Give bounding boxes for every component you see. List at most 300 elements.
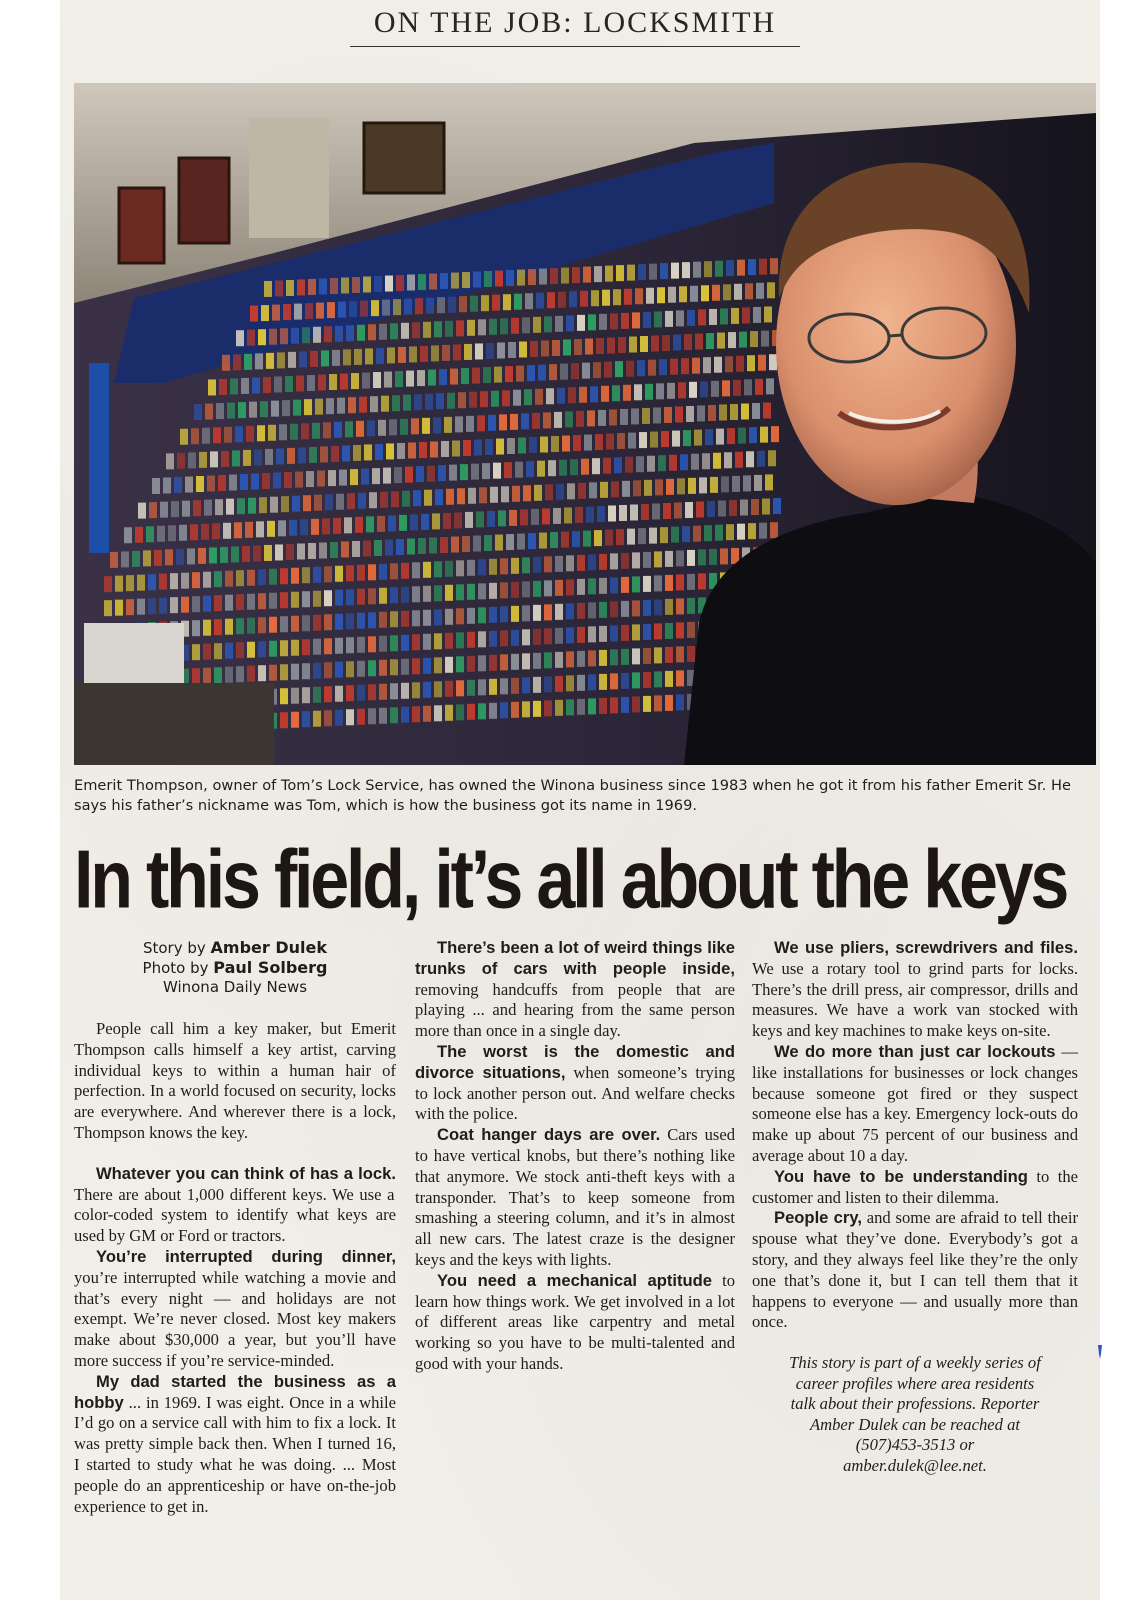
key-tag	[711, 381, 719, 397]
key-tag	[104, 600, 112, 616]
key-tag	[258, 329, 266, 345]
key-tag	[632, 552, 640, 568]
key-tag	[704, 525, 712, 541]
key-tag	[537, 461, 545, 477]
key-tag	[181, 573, 189, 589]
quote-lead: There’s been a lot of weird things like trunks of cars with people inside,	[415, 938, 735, 978]
photo-door-edge	[89, 363, 109, 553]
key-tag	[369, 492, 377, 508]
key-tag	[422, 418, 430, 434]
key-tag	[540, 437, 548, 453]
key-tag	[697, 405, 705, 421]
key-tag	[335, 590, 343, 606]
key-tag	[317, 471, 325, 487]
key-tag	[180, 429, 188, 445]
key-tag	[678, 382, 686, 398]
key-tag	[291, 712, 299, 728]
key-tag	[698, 309, 706, 325]
key-tag	[191, 428, 199, 444]
key-tag	[377, 516, 385, 532]
key-tag	[726, 260, 734, 276]
key-tag	[252, 377, 260, 393]
key-tag	[497, 342, 505, 358]
key-tag	[258, 665, 266, 681]
key-tag	[264, 545, 272, 561]
key-tag	[401, 611, 409, 627]
key-tag	[266, 353, 274, 369]
key-tag	[432, 513, 440, 529]
key-tag	[148, 598, 156, 614]
key-tag	[302, 567, 310, 583]
key-tag	[241, 378, 249, 394]
quote-paragraph	[752, 1208, 1078, 1333]
key-tag	[634, 384, 642, 400]
key-tag	[237, 498, 245, 514]
key-tag	[588, 674, 596, 690]
key-tag	[163, 477, 171, 493]
key-tag	[602, 290, 610, 306]
key-tag	[682, 262, 690, 278]
key-tag	[600, 482, 608, 498]
key-tag	[725, 356, 733, 372]
key-tag	[741, 403, 749, 419]
key-tag	[115, 576, 123, 592]
key-tag	[247, 330, 255, 346]
key-tag	[551, 436, 559, 452]
key-tag	[687, 550, 695, 566]
key-tag	[627, 529, 635, 545]
key-tag	[643, 696, 651, 712]
key-tag	[523, 485, 531, 501]
key-tag	[322, 518, 330, 534]
key-tag	[185, 477, 193, 493]
key-tag	[218, 475, 226, 491]
key-tag	[332, 350, 340, 366]
key-tag	[676, 646, 684, 662]
key-tag	[412, 322, 420, 338]
key-tag	[246, 426, 254, 442]
key-tag	[313, 711, 321, 727]
key-tag	[466, 416, 474, 432]
key-tag	[368, 636, 376, 652]
key-tag	[357, 685, 365, 701]
key-tag	[352, 277, 360, 293]
key-tag	[599, 674, 607, 690]
key-tag	[324, 686, 332, 702]
key-tag	[379, 324, 387, 340]
key-tag	[154, 550, 162, 566]
key-tag	[478, 655, 486, 671]
key-tag	[478, 559, 486, 575]
key-tag	[757, 451, 765, 467]
key-tag	[462, 536, 470, 552]
key-tag	[548, 460, 556, 476]
key-tag	[528, 533, 536, 549]
quote-text: you’re interrupted while watching a movie and that’s every night — and holidays are not exempt. We’re never closed. Most key makers make about $30,000 a year, but you’ll have more success if you’re service-minded.	[74, 1267, 396, 1370]
key-tag	[534, 485, 542, 501]
key-tag	[335, 710, 343, 726]
key-tag	[572, 531, 580, 547]
key-tag	[613, 289, 621, 305]
key-tag	[577, 651, 585, 667]
key-tag	[428, 370, 436, 386]
series-note	[752, 1353, 1078, 1476]
key-tag	[456, 560, 464, 576]
key-tag	[716, 429, 724, 445]
key-tag	[387, 347, 395, 363]
key-tag	[319, 278, 327, 294]
key-tag	[508, 342, 516, 358]
key-tag	[231, 546, 239, 562]
key-tag	[629, 337, 637, 353]
key-tag	[212, 523, 220, 539]
key-tag	[639, 432, 647, 448]
key-tag	[331, 446, 339, 462]
quote-paragraph	[415, 1125, 735, 1271]
key-tag	[627, 265, 635, 281]
key-tag	[643, 648, 651, 664]
key-tag	[110, 552, 118, 568]
key-tag	[738, 428, 746, 444]
key-tag	[444, 417, 452, 433]
key-tag	[193, 500, 201, 516]
key-tag	[500, 558, 508, 574]
key-tag	[280, 688, 288, 704]
photo-frame	[364, 123, 444, 193]
key-tag	[297, 279, 305, 295]
key-tag	[233, 354, 241, 370]
key-tag	[327, 302, 335, 318]
key-tag	[289, 520, 297, 536]
key-tag	[443, 513, 451, 529]
key-tag	[674, 503, 682, 519]
key-tag	[261, 305, 269, 321]
key-tag	[608, 505, 616, 521]
key-tag	[256, 521, 264, 537]
key-tag	[745, 283, 753, 299]
photo-frame	[119, 188, 164, 263]
quote-text: We use a rotary tool to grind parts for locks. There’s the drill press, air compressor, drills and measures. We have a work van stocked with keys and key machines to make keys on-site.	[752, 958, 1078, 1041]
key-tag	[517, 270, 525, 286]
key-tag	[346, 565, 354, 581]
key-tag	[490, 487, 498, 503]
key-tag	[284, 472, 292, 488]
key-tag	[280, 664, 288, 680]
key-tag	[275, 544, 283, 560]
key-tag	[555, 652, 563, 668]
series-note-line: talk about their professions. Reporter	[790, 1394, 1040, 1414]
key-tag	[752, 403, 760, 419]
key-tag	[264, 281, 272, 297]
key-tag	[424, 490, 432, 506]
quote-lead: People cry,	[774, 1208, 862, 1228]
key-tag	[522, 677, 530, 693]
key-tag	[611, 481, 619, 497]
key-tag	[412, 586, 420, 602]
key-tag	[225, 571, 233, 587]
key-tag	[355, 517, 363, 533]
key-tag	[511, 318, 519, 334]
key-tag	[769, 354, 777, 370]
key-tag	[671, 263, 679, 279]
key-tag	[280, 616, 288, 632]
key-tag	[456, 608, 464, 624]
key-tag	[515, 462, 523, 478]
key-tag	[397, 443, 405, 459]
key-tag	[687, 622, 695, 638]
key-tag	[423, 706, 431, 722]
key-tag	[225, 667, 233, 683]
key-tag	[247, 570, 255, 586]
outlet-name: Winona Daily News	[162, 978, 308, 996]
key-tag	[329, 374, 337, 390]
key-tag	[447, 393, 455, 409]
key-tag	[345, 421, 353, 437]
key-tag	[391, 491, 399, 507]
key-tag	[313, 663, 321, 679]
key-tag	[676, 622, 684, 638]
key-tag	[467, 656, 475, 672]
newspaper-page	[60, 0, 1100, 1600]
key-tag	[215, 499, 223, 515]
key-tag	[654, 551, 662, 567]
key-tag	[680, 454, 688, 470]
key-tag	[599, 602, 607, 618]
key-tag	[478, 679, 486, 695]
key-tag	[649, 264, 657, 280]
key-tag	[202, 428, 210, 444]
key-tag	[214, 571, 222, 587]
quote-text: — like installations for businesses or lock changes because someone got fired or they suspect someone else has a key. Emergency lock-outs do make up about 75 percent of our business and average about 10 a day.	[752, 1041, 1078, 1165]
photo-counter	[74, 683, 274, 765]
key-tag	[640, 336, 648, 352]
key-tag	[575, 507, 583, 523]
key-tag	[514, 294, 522, 310]
reporter-email: amber.dulek@lee.net.	[843, 1455, 987, 1475]
key-tag	[188, 452, 196, 468]
key-tag	[434, 609, 442, 625]
key-tag	[414, 394, 422, 410]
key-tag	[324, 566, 332, 582]
key-tag	[619, 505, 627, 521]
key-tag	[384, 372, 392, 388]
key-tag	[242, 546, 250, 562]
key-tag	[480, 391, 488, 407]
key-tag	[137, 599, 145, 615]
key-tag	[522, 605, 530, 621]
key-tag	[399, 515, 407, 531]
key-tag	[341, 277, 349, 293]
key-tag	[295, 472, 303, 488]
key-tag	[489, 583, 497, 599]
key-tag	[291, 592, 299, 608]
key-tag	[566, 699, 574, 715]
key-tag	[662, 335, 670, 351]
key-tag	[357, 613, 365, 629]
key-tag	[374, 540, 382, 556]
key-tag	[311, 519, 319, 535]
key-tag	[364, 444, 372, 460]
key-tag	[544, 652, 552, 668]
key-tag	[599, 650, 607, 666]
key-tag	[177, 453, 185, 469]
key-tag	[500, 678, 508, 694]
key-tag	[244, 354, 252, 370]
key-tag	[533, 653, 541, 669]
key-tag	[467, 704, 475, 720]
key-tag	[492, 295, 500, 311]
key-tag	[421, 514, 429, 530]
key-tag	[748, 523, 756, 539]
key-tag	[148, 574, 156, 590]
key-tag	[632, 600, 640, 616]
key-tag	[620, 409, 628, 425]
key-tag	[544, 628, 552, 644]
key-tag	[498, 510, 506, 526]
key-tag	[577, 579, 585, 595]
key-tag	[315, 399, 323, 415]
key-tag	[168, 525, 176, 541]
key-tag	[445, 321, 453, 337]
key-tag	[214, 619, 222, 635]
key-tag	[232, 450, 240, 466]
key-tag	[358, 493, 366, 509]
quote-text: ... in 1969. I was eight. Once in a while I’d go on a service call with him to fix a lock. It was pretty simple back then. When I turned 16, I started to study what he was doing. ... Most people do an apprenticeship or have on-the-job experience to get in.	[74, 1392, 396, 1516]
key-tag	[198, 548, 206, 564]
key-tag	[352, 541, 360, 557]
key-tag	[346, 325, 354, 341]
column-1	[74, 938, 396, 1517]
key-tag	[479, 487, 487, 503]
quote-text: and some are afraid to tell their spouse what they’ve done. Everybody’s got a story, and they always feel like they’re the only one that’s done it, but I can tell them that it happens to everyone — and usually more than once.	[752, 1208, 1079, 1332]
key-tag	[379, 684, 387, 700]
key-tag	[522, 581, 530, 597]
key-tag	[335, 566, 343, 582]
key-tag	[621, 577, 629, 593]
key-tag	[251, 474, 259, 490]
key-tag	[286, 544, 294, 560]
key-tag	[346, 637, 354, 653]
key-tag	[431, 345, 439, 361]
key-tag	[722, 380, 730, 396]
key-tag	[368, 708, 376, 724]
key-tag	[404, 299, 412, 315]
key-tag	[370, 396, 378, 412]
key-tag	[687, 574, 695, 590]
key-tag	[748, 259, 756, 275]
key-tag	[503, 294, 511, 310]
key-tag	[236, 330, 244, 346]
key-tag	[659, 359, 667, 375]
key-tag	[589, 482, 597, 498]
key-tag	[247, 594, 255, 610]
key-tag	[698, 573, 706, 589]
key-tag	[461, 368, 469, 384]
key-tag	[570, 459, 578, 475]
key-tag	[379, 612, 387, 628]
key-tag	[482, 463, 490, 479]
key-tag	[728, 332, 736, 348]
key-tag	[298, 447, 306, 463]
key-tag	[401, 323, 409, 339]
key-tag	[323, 422, 331, 438]
quote-paragraph	[752, 1167, 1078, 1209]
key-tag	[203, 596, 211, 612]
key-tag	[555, 580, 563, 596]
key-tag	[478, 583, 486, 599]
key-tag	[419, 442, 427, 458]
key-tag	[335, 686, 343, 702]
key-tag	[564, 507, 572, 523]
key-tag	[646, 288, 654, 304]
key-tag	[124, 527, 132, 543]
key-tag	[547, 292, 555, 308]
key-tag	[302, 711, 310, 727]
key-tag	[544, 316, 552, 332]
key-tag	[720, 308, 728, 324]
photo-caption: Emerit Thompson, owner of Tom’s Lock Service, has owned the Winona business since 1983 when he got it from his father Emerit Sr. He says his father’s nickname was Tom, which is how the business got its name in 1969.	[74, 777, 1071, 814]
key-tag	[643, 624, 651, 640]
key-tag	[735, 452, 743, 468]
key-tag	[350, 469, 358, 485]
key-tag	[330, 278, 338, 294]
key-tag	[758, 355, 766, 371]
key-tag	[499, 414, 507, 430]
key-tag	[456, 632, 464, 648]
key-tag	[616, 529, 624, 545]
key-tag	[280, 592, 288, 608]
key-tag	[506, 270, 514, 286]
key-tag	[654, 647, 662, 663]
key-tag	[750, 331, 758, 347]
key-tag	[692, 358, 700, 374]
key-tag	[368, 588, 376, 604]
key-tag	[368, 684, 376, 700]
key-tag	[653, 407, 661, 423]
key-tag	[605, 530, 613, 546]
quote-text: when someone’s trying to lock another person out. And welfare checks with the police.	[415, 1062, 735, 1124]
key-tag	[401, 635, 409, 651]
key-tag	[583, 267, 591, 283]
key-tag	[301, 423, 309, 439]
key-tag	[423, 562, 431, 578]
key-tag	[458, 392, 466, 408]
key-tag	[588, 650, 596, 666]
key-tag	[467, 584, 475, 600]
key-tag	[291, 328, 299, 344]
key-tag	[335, 638, 343, 654]
key-tag	[591, 290, 599, 306]
key-tag	[566, 315, 574, 331]
key-tag	[375, 444, 383, 460]
byline	[74, 938, 396, 997]
key-tag	[756, 283, 764, 299]
key-tag	[632, 624, 640, 640]
key-tag	[238, 402, 246, 418]
key-tag	[759, 523, 767, 539]
key-tag	[340, 374, 348, 390]
key-tag	[339, 470, 347, 486]
key-tag	[366, 516, 374, 532]
key-tag	[385, 540, 393, 556]
key-tag	[363, 540, 371, 556]
key-tag	[220, 547, 228, 563]
key-tag	[687, 598, 695, 614]
key-tag	[423, 682, 431, 698]
key-tag	[550, 532, 558, 548]
key-tag	[771, 426, 779, 442]
key-tag	[533, 701, 541, 717]
